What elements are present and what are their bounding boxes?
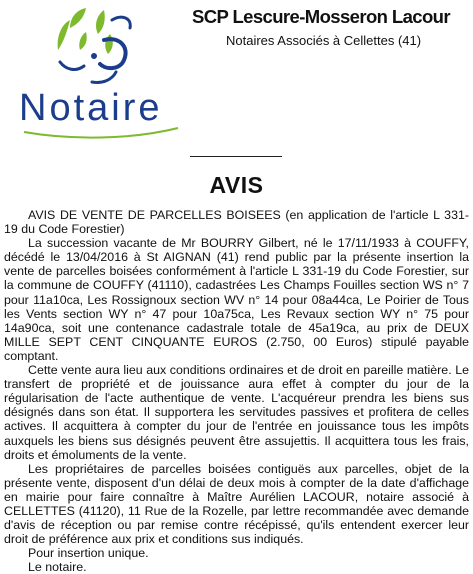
notice-signature: Le notaire.: [28, 560, 87, 574]
notaire-emblem-icon: [0, 0, 200, 150]
office-subtitle: Notaires Associés à Cellettes (41): [226, 33, 422, 48]
notice-heading-paragraph: AVIS DE VENTE DE PARCELLES BOISEES (en application de l'article L 331-19 du Code Forestier): [4, 208, 469, 237]
notice-title: AVIS: [209, 172, 264, 198]
logo-wordmark: Notaire: [19, 87, 163, 129]
notice-paragraph-preemption: Les propriétaires de parcelles boisées contiguës aux parcelles, objet de la présente vente, disposent d'un délai de deux mois à compter de la date d'affichage en mairie pour faire connaître à Maître Aurélien LACOUR, notaire associé à CELLETTES (41120), 11 Rue de la Rozelle, par lettre recommandée avec demande d'avis de réception ou par remise contre récépissé, qu'ils entendent exercer leur droit de préférence aux prix et conditions sus indiqués.: [4, 461, 469, 547]
notice-paragraph-conditions: Cette vente aura lieu aux conditions ordinaires et de droit en pareille matière. Le transfert de propriété et de jouissance aura effet à compter du jour de la régularisation de l'acte authentique de vente. L'acquéreur prendra les biens sus désignés dans son état. Il supportera les servitudes passives et profitera de celles actives. Il acquittera à compter du jour de l'entrée en jouissance tous les impôts auxquels les biens sus désignés peuvent être assujettis. Il acquittera tous les frais, droits et émoluments de la vente.: [4, 363, 469, 462]
title-divider: [190, 156, 282, 157]
office-name: SCP Lescure-Mosseron Lacour: [192, 6, 450, 27]
notice-paragraph-sale: La succession vacante de Mr BOURRY Gilbert, né le 17/11/1933 à COUFFY, décédé le 13/04/2016 à St AIGNAN (41) rend public par la présente insertion la vente de parcelles boisées conformément à l'article L 331-19 du Code Forestier, sur la commune de COUFFY (41110), cadastrées Les Champs Fouilles section WS n° 7 pour 11a10ca, Les Rossignoux section WV n° 14 pour 08a44ca, Le Poirier de Tous les Vents section WY n° 47 pour 10a75ca, Les Revaux section WY n° 75 pour 14a90ca, soit une contenance cadastrale totale de 45a19ca, au prix de DEUX MILLE SEPT CENT CINQUANTE EUROS (2.750, 00 Euros) stipulé payable comptant.: [4, 236, 469, 363]
notaire-logo: [0, 0, 200, 150]
notice-paragraph-insertion: Pour insertion unique.: [28, 546, 149, 561]
notice-body: [4, 208, 469, 574]
